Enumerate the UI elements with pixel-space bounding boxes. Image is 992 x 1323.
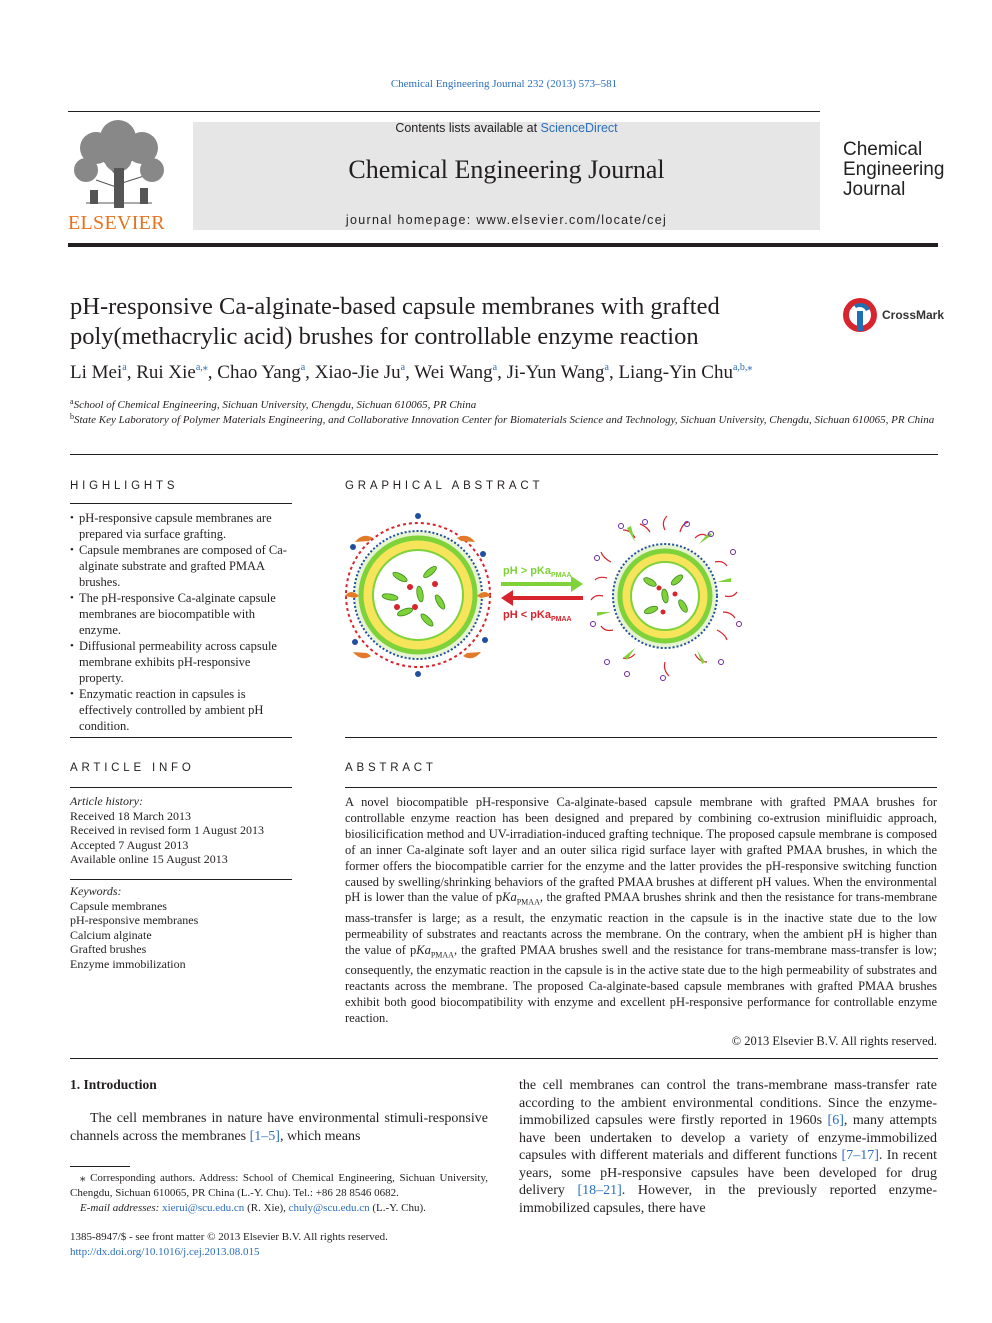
homepage-link[interactable]: www.elsevier.com/locate/cej <box>476 213 668 227</box>
abstract-heading: ABSTRACT <box>345 762 437 774</box>
author[interactable]: Li Mei$^a$ <box>70 362 127 383</box>
history-item: Available online 15 August 2013 <box>70 852 228 866</box>
author[interactable]: Xiao-Jie Ju$^a$ <box>314 362 406 383</box>
journal-homepage <box>193 213 820 227</box>
author[interactable]: Liang-Yin Chu$^{a,b,⁎}$ <box>618 362 753 383</box>
divider <box>70 503 292 504</box>
doi-link[interactable]: http://dx.doi.org/10.1016/j.cej.2013.08.015 <box>70 1246 260 1258</box>
affiliation-b: $^b$State Key Laboratory of Polymer Materials Engineering, and Collaborative Innovation Center for Biomaterials Science and Technology, Sichuan University, Chengdu, Sichuan 610065, PR China <box>70 412 935 426</box>
list-item: • Capsule membranes are composed of Ca-alginate substrate and grafted PMAA brushes. <box>70 542 292 590</box>
keyword: Grafted brushes <box>70 942 147 956</box>
crossmark-button[interactable] <box>842 297 945 335</box>
keywords-label: Keywords: <box>70 884 122 898</box>
history-label: Article history: <box>70 794 143 808</box>
ph-switch-arrows <box>501 576 583 606</box>
contents-prefix: Contents lists available at <box>395 121 541 135</box>
divider <box>345 787 937 788</box>
journal-logo <box>843 140 944 200</box>
keywords <box>70 884 198 971</box>
issn-line: 1385-8947/$ - see front matter © 2013 Elsevier B.V. All rights reserved. <box>70 1231 388 1243</box>
copyright-notice: © 2013 Elsevier B.V. All rights reserved. <box>731 1034 937 1048</box>
capsule-open-diagram <box>591 516 742 681</box>
front-matter-info <box>70 1230 388 1260</box>
label-ph-low: pH < pKa$_{PMAA}$ <box>503 609 572 623</box>
abstract-text: A novel biocompatible pH-responsive Ca-alginate-based capsule membrane with grafted PMAA brushes for controllable enzyme reaction has been designed and prepared by combining co-extrusion minifluidic approach, biosilicification method and UV-irradiation-induced grafting technique. The proposed capsule membrane is composed of an inner Ca-alginate soft layer and an outer silica rigid surface layer with grafted PMAA brushes, in which the former offers the biocompatible carrier for the enzyme and the latter provides the pH-responsive switching function caused by swelling/shrinking behaviors of the grafted PMAA brushes at different pH values. When the environmental pH is lower than the value of pKa$_{PMAA}$, the grafted PMAA brushes shrink and then the resistance for trans-membrane mass-transfer is large; as a result, the enzymatic reaction in the capsule is in the inactive state due to the low permeability of substrates and reactants across the membrane. On the contrary, when the ambient pH is higher than the value of pKa$_{PMAA}$, the grafted PMAA brushes swell and the resistance for trans-membrane mass-transfer is low; consequently, the enzymatic reaction in the capsule is in the active state due to the high permeability of substrates and reactants across the membrane. The proposed Ca-alginate-based capsule membranes with grafted PMAA brushes exhibit both good biocompatibility with enzyme and excellent pH-responsive performance for controllable enzyme reaction. <box>345 795 937 1025</box>
introduction-heading: 1. Introduction <box>70 1077 157 1092</box>
history-item: Received 18 March 2013 <box>70 808 191 823</box>
highlights-list <box>70 510 292 734</box>
author[interactable]: Chao Yang$^a$ <box>217 362 306 383</box>
divider <box>70 787 292 788</box>
journal-title: Chemical Engineering Journal <box>348 155 665 184</box>
divider <box>345 737 937 738</box>
author[interactable]: Wei Wang$^a$ <box>414 362 498 383</box>
reference-link[interactable]: [1–5] <box>249 1129 280 1144</box>
divider <box>70 737 292 738</box>
keyword: Calcium alginate <box>70 927 152 942</box>
author-list: Li Mei$^a$, Rui Xie$^{a,⁎}$, Chao Yang$^a$, Xiao-Jie Ju$^a$, Wei Wang$^a$, Ji-Yun Wang$^a$, Liang-Yin Chu$^{a,b,⁎}$ <box>70 362 753 383</box>
journal-logo-line1: Chemical <box>843 139 923 160</box>
capsule-closed-diagram <box>345 513 491 677</box>
footnote-emails: E-mail addresses: xierui@scu.edu.cn (R. Xie), chuly@scu.edu.cn (L.-Y. Chu). <box>80 1202 426 1214</box>
list-item: • pH-responsive capsule membranes are prepared via surface grafting. <box>70 510 292 542</box>
journal-logo-line2: Engineering <box>843 159 945 180</box>
elsevier-wordmark: ELSEVIER <box>68 212 165 234</box>
crossmark-icon <box>842 297 878 333</box>
sciencedirect-link[interactable]: ScienceDirect <box>540 121 618 135</box>
divider <box>70 454 938 455</box>
article-info-heading: ARTICLE INFO <box>70 762 195 774</box>
contents-line <box>193 121 820 135</box>
header-thick-rule <box>68 243 938 247</box>
divider <box>70 1058 938 1059</box>
divider <box>70 879 292 880</box>
history-item: Received in revised form 1 August 2013 <box>70 823 264 837</box>
reference-link[interactable]: [18–21] <box>577 1183 622 1198</box>
journal-logo-line3: Journal <box>843 179 906 200</box>
graphical-abstract-figure <box>345 512 745 682</box>
homepage-prefix: journal homepage: <box>345 213 477 227</box>
label-ph-high: pH > pKa$_{PMAA}$ <box>503 565 572 579</box>
reference-link[interactable]: [7–17] <box>841 1148 879 1163</box>
list-item: • Diffusional permeability across capsule membrane exhibits pH-responsive property. <box>70 638 292 686</box>
graphical-abstract-heading: GRAPHICAL ABSTRACT <box>345 480 544 492</box>
history-item: Accepted 7 August 2013 <box>70 837 189 852</box>
header-rule <box>68 111 820 112</box>
reference-link[interactable]: [6] <box>827 1113 844 1128</box>
crossmark-label: CrossMark <box>882 308 945 322</box>
article-history <box>70 794 264 867</box>
author[interactable]: Rui Xie$^{a,⁎}$ <box>136 362 208 383</box>
list-item: • Enzymatic reaction in capsules is effectively controlled by ambient pH condition. <box>70 686 292 734</box>
keyword: Capsule membranes <box>70 898 167 913</box>
footnote-rule <box>70 1166 130 1167</box>
email-link[interactable]: chuly@scu.edu.cn <box>288 1202 370 1214</box>
keyword: pH-responsive membranes <box>70 913 199 927</box>
keyword: Enzyme immobilization <box>70 956 186 971</box>
article-title: pH-responsive Ca-alginate-based capsule membranes with grafted poly(methacrylic acid) brushes for controllable enzyme reaction <box>70 293 720 350</box>
author[interactable]: Ji-Yun Wang$^a$ <box>506 362 609 383</box>
affiliation-a: $^a$School of Chemical Engineering, Sichuan University, Chengdu, Sichuan 610065, PR China <box>70 397 477 411</box>
corresponding-author-footnote <box>70 1171 488 1216</box>
list-item: • The pH-responsive Ca-alginate capsule membranes are biocompatible with enzyme. <box>70 590 292 638</box>
highlights-heading: HIGHLIGHTS <box>70 480 179 492</box>
introduction-left-column: The cell membranes in nature have environmental stimuli-responsive channels across the membranes [1–5], which means <box>70 1111 488 1144</box>
footnote-text: ⁎ Corresponding authors. Address: School of Chemical Engineering, Sichuan University, Chengdu, Sichuan 610065, PR China (L.-Y. Chu). Tel.: +86 28 8546 0682. <box>70 1172 488 1199</box>
email-link[interactable]: xierui@scu.edu.cn <box>162 1202 245 1214</box>
journal-citation[interactable]: Chemical Engineering Journal 232 (2013) 573–581 <box>390 78 618 90</box>
introduction-right-column: the cell membranes can control the trans-membrane mass-transfer rate according to the ambient environmental conditions. Since the enzyme-immobilized capsules were firstly reported in 1960s [6], many attempts have been undertaken to develop a variety of enzyme-immobilized capsules with different materials and different functions [7–17]. In recent years, some pH-responsive capsules have been developed for drug delivery [18–21]. However, in the previously reported enzyme-immobilized capsules, there have <box>519 1078 938 1216</box>
